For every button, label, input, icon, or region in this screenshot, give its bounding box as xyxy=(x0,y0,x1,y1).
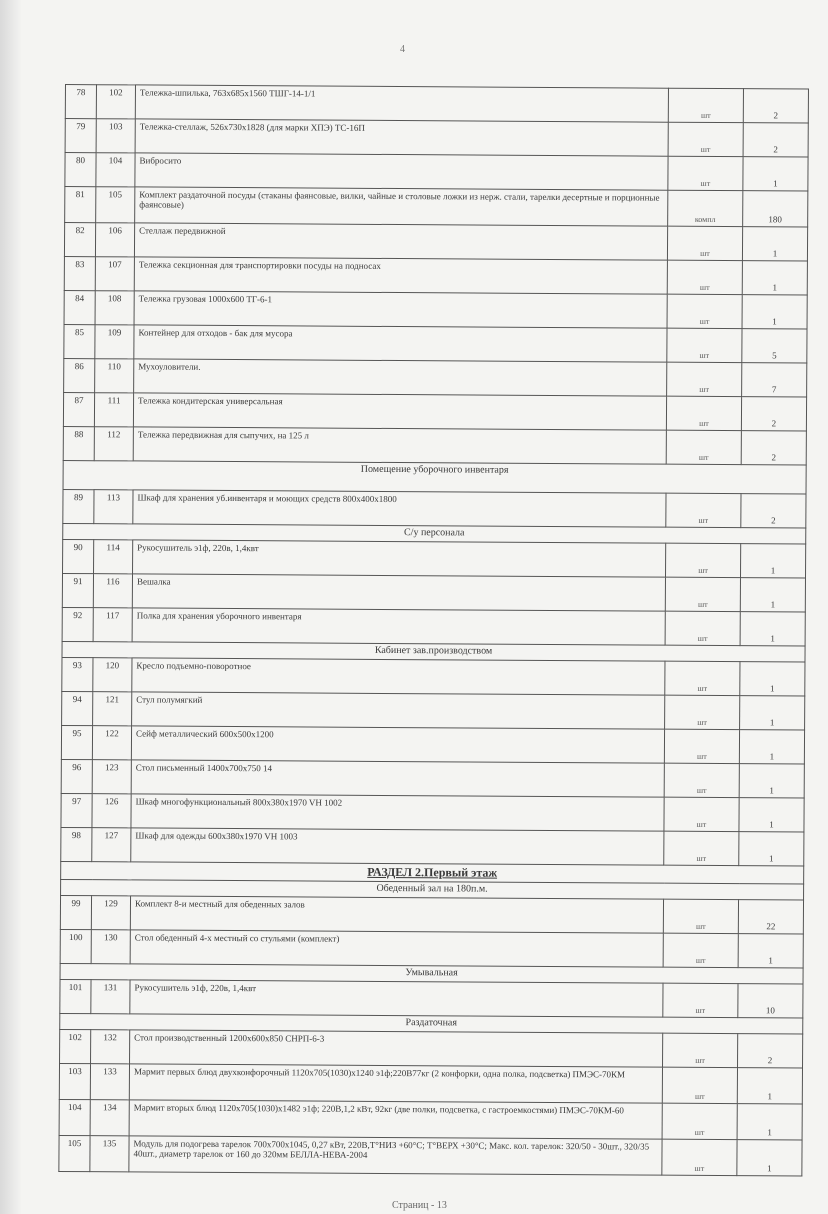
row-number: 100 xyxy=(60,929,91,963)
item-code: 122 xyxy=(92,726,131,760)
item-unit: шт xyxy=(665,543,740,577)
item-unit: шт xyxy=(664,763,739,797)
item-unit: шт xyxy=(666,493,741,527)
item-unit: шт xyxy=(668,88,743,122)
item-name: Сейф металлический 600x500x1200 xyxy=(131,726,664,763)
row-number: 92 xyxy=(62,607,93,641)
item-unit: шт xyxy=(665,695,740,729)
item-name: Шкаф для одежды 600x380x1970 VH 1003 xyxy=(131,828,664,865)
table-row xyxy=(59,1135,802,1176)
item-unit: шт xyxy=(662,1139,737,1175)
table-row xyxy=(61,827,804,866)
table-row xyxy=(63,539,806,578)
item-name: Кресло подъемно-поворотное xyxy=(132,658,665,695)
row-number: 98 xyxy=(61,827,92,861)
item-quantity: 1 xyxy=(739,764,804,798)
item-code: 129 xyxy=(91,896,130,930)
section-heading-row xyxy=(63,460,806,494)
table-row xyxy=(65,153,808,192)
item-code: 130 xyxy=(91,930,130,964)
item-code: 108 xyxy=(95,291,134,325)
table-row xyxy=(65,85,808,124)
table-row xyxy=(64,358,807,397)
item-quantity: 2 xyxy=(741,431,806,465)
row-number: 91 xyxy=(62,573,93,607)
item-name: Мухоуловители. xyxy=(134,359,667,396)
item-unit: шт xyxy=(662,1103,737,1139)
item-code: 133 xyxy=(90,1064,129,1100)
section-title: Раздаточная xyxy=(60,1013,803,1034)
item-quantity: 2 xyxy=(741,494,806,528)
row-number: 97 xyxy=(61,793,92,827)
row-number: 104 xyxy=(59,1099,90,1135)
page-header-number: 4 xyxy=(400,44,405,55)
item-name: Вешалка xyxy=(132,574,665,611)
table-row xyxy=(60,895,803,934)
item-name: Стол производственный 1200x600x850 СНРП-6-3 xyxy=(130,1030,663,1067)
item-unit: шт xyxy=(663,899,738,933)
table-row xyxy=(64,256,807,295)
row-number: 95 xyxy=(61,725,92,759)
item-unit: шт xyxy=(667,226,742,260)
section-title: Обеденный зал на 180п.м. xyxy=(61,879,804,900)
table-row xyxy=(62,607,805,646)
item-quantity: 1 xyxy=(737,1104,802,1140)
item-name: Стол письменный 1400x700x750 14 xyxy=(131,760,664,797)
item-quantity: 1 xyxy=(742,295,807,329)
item-code: 109 xyxy=(95,325,134,359)
item-code: 102 xyxy=(96,85,135,119)
item-quantity: 10 xyxy=(738,984,803,1018)
item-code: 117 xyxy=(93,608,132,642)
item-quantity: 1 xyxy=(740,662,805,696)
item-quantity: 1 xyxy=(740,612,805,646)
row-number: 83 xyxy=(64,256,95,290)
item-code: 123 xyxy=(92,760,131,794)
item-name: Мармит первых блюд двухконфорочный 1120x705(1030)x1240 э1ф;220В77кг (2 конфорки, одна полка, подсветка) ПМЭС-70КМ xyxy=(129,1064,662,1103)
row-number: 88 xyxy=(63,426,94,460)
row-number: 82 xyxy=(64,223,95,257)
item-name: Стол обеденный 4-х местный со стульями (комплект) xyxy=(130,930,663,967)
item-code: 103 xyxy=(96,119,135,153)
item-code: 131 xyxy=(91,980,130,1014)
item-name: Стеллаж передвижной xyxy=(134,223,667,260)
table-row xyxy=(65,119,808,158)
item-quantity: 1 xyxy=(740,544,805,578)
table-row xyxy=(62,691,805,730)
row-number: 81 xyxy=(65,187,96,223)
table-row xyxy=(60,929,803,968)
page-footer: Страниц - 13 xyxy=(392,1200,447,1211)
item-code: 111 xyxy=(94,393,133,427)
row-number: 90 xyxy=(63,539,94,573)
row-number: 85 xyxy=(64,324,95,358)
item-name: Тележка кондитерская универсальная xyxy=(133,393,666,430)
scan-edge-shadow xyxy=(0,0,22,1214)
item-quantity: 1 xyxy=(739,730,804,764)
row-number: 94 xyxy=(62,691,93,725)
item-name: Стул полумягкий xyxy=(132,692,665,729)
item-quantity: 22 xyxy=(738,900,803,934)
item-quantity: 1 xyxy=(737,1068,802,1104)
item-quantity: 1 xyxy=(739,832,804,866)
item-unit: шт xyxy=(663,933,738,967)
section-title: Помещение уборочного инвентаря xyxy=(63,460,806,494)
item-code: 120 xyxy=(93,658,132,692)
item-code: 126 xyxy=(92,794,131,828)
item-unit: шт xyxy=(663,1033,738,1067)
row-number: 102 xyxy=(60,1029,91,1063)
item-unit: шт xyxy=(662,1067,737,1103)
table-row xyxy=(64,324,807,363)
item-name: Вибросито xyxy=(135,153,668,190)
item-quantity: 1 xyxy=(738,934,803,968)
item-unit: шт xyxy=(666,430,741,464)
item-name: Тележка секционная для транспортировки посуды на подносах xyxy=(134,257,667,294)
row-number: 96 xyxy=(61,759,92,793)
row-number: 87 xyxy=(63,392,94,426)
item-name: Тележка-стеллаж, 526x730x1828 (для марки ХПЭ) ТС-16П xyxy=(135,119,668,156)
section-title: Кабинет зав.производством xyxy=(62,641,805,662)
item-unit: шт xyxy=(667,362,742,396)
item-quantity: 2 xyxy=(738,1034,803,1068)
item-unit: шт xyxy=(668,122,743,156)
item-quantity: 2 xyxy=(743,123,808,157)
item-unit: шт xyxy=(663,983,738,1017)
item-unit: шт xyxy=(666,396,741,430)
row-number: 99 xyxy=(60,895,91,929)
item-name: Рукосушитель э1ф, 220в, 1,4квт xyxy=(133,540,666,577)
row-number: 93 xyxy=(62,657,93,691)
item-quantity: 1 xyxy=(740,578,805,612)
table-row xyxy=(62,657,805,696)
item-unit: шт xyxy=(667,260,742,294)
item-name: Комплект 8-и местный для обеденных залов xyxy=(130,896,663,933)
row-number: 80 xyxy=(65,153,96,187)
table-row xyxy=(62,573,805,612)
item-name: Мармит вторых блюд 1120x705(1030)x1482 э1ф; 220В,1,2 кВт, 92кг (две полки, подсветка, с гастроемкостями) ПМЭС-70КМ-60 xyxy=(129,1100,662,1139)
item-code: 127 xyxy=(92,828,131,862)
item-code: 135 xyxy=(90,1136,129,1172)
item-unit: компл xyxy=(668,190,743,226)
item-name: Контейнер для отходов - бак для мусора xyxy=(134,325,667,362)
table-row xyxy=(65,187,808,228)
item-quantity: 1 xyxy=(742,261,807,295)
item-code: 110 xyxy=(95,359,134,393)
item-code: 113 xyxy=(94,490,133,524)
item-quantity: 180 xyxy=(743,191,808,227)
item-quantity: 1 xyxy=(737,1140,802,1176)
section-title: Умывальная xyxy=(60,963,803,984)
item-code: 114 xyxy=(94,540,133,574)
item-name: Модуль для подогрева тарелок 700x700x1045, 0,27 кВт, 220В,Т°НИЗ +60°С; Т°ВЕРХ +30°С; Макс. кол. тарелок: 320/50 - 30шт., 320/35 40шт., диаметр тарелок от 160 до 320мм БЕЛЛА-НЕВА-2004 xyxy=(129,1136,662,1175)
item-name: Комплект раздаточной посуды (стаканы фаянсовые, вилки, чайные и столовые ложки из нерж. стали, тарелки десертные и порционные фаянсовые) xyxy=(135,187,668,226)
item-unit: шт xyxy=(665,661,740,695)
item-unit: шт xyxy=(668,156,743,190)
item-quantity: 1 xyxy=(743,157,808,191)
table-row xyxy=(60,1029,803,1068)
table-row xyxy=(64,223,807,262)
item-quantity: 1 xyxy=(742,227,807,261)
table-row xyxy=(61,759,804,798)
equipment-table-body xyxy=(59,85,809,1177)
table-row xyxy=(64,290,807,329)
table-row xyxy=(63,489,806,528)
row-number: 86 xyxy=(64,358,95,392)
row-number: 89 xyxy=(63,489,94,523)
item-unit: шт xyxy=(664,797,739,831)
item-code: 107 xyxy=(95,257,134,291)
item-quantity: 7 xyxy=(742,363,807,397)
section-title: С/у персонала xyxy=(63,523,806,544)
item-code: 106 xyxy=(95,223,134,257)
item-code: 134 xyxy=(90,1100,129,1136)
item-code: 132 xyxy=(91,1030,130,1064)
row-number: 101 xyxy=(60,979,91,1013)
item-quantity: 1 xyxy=(739,798,804,832)
part-title: РАЗДЕЛ 2.Первый этаж xyxy=(61,861,804,884)
table-row xyxy=(63,392,806,431)
row-number: 78 xyxy=(65,85,96,119)
item-name: Тележка грузовая 1000x600 ТГ-6-1 xyxy=(134,291,667,328)
item-unit: шт xyxy=(664,831,739,865)
item-code: 121 xyxy=(93,692,132,726)
equipment-table xyxy=(58,84,809,1177)
row-number: 79 xyxy=(65,119,96,153)
table-row xyxy=(59,1063,802,1104)
item-quantity: 2 xyxy=(741,397,806,431)
item-unit: шт xyxy=(664,729,739,763)
row-number: 105 xyxy=(59,1135,90,1171)
row-number: 84 xyxy=(64,290,95,324)
item-name: Полка для хранения уборочного инвентаря xyxy=(132,608,665,645)
item-quantity: 5 xyxy=(742,329,807,363)
item-name: Шкаф для хранения уб.инвентаря и моющих средств 800x400x1800 xyxy=(133,490,666,527)
item-name: Тележка передвижная для сыпучих, на 125 л xyxy=(133,427,666,464)
item-name: Рукосушитель э1ф, 220в, 1,4квт xyxy=(130,980,663,1017)
item-code: 112 xyxy=(94,427,133,461)
table-row xyxy=(61,793,804,832)
table-row xyxy=(60,979,803,1018)
item-name: Тележка-шпилька, 763x685x1560 ТШГ-14-1/1 xyxy=(135,85,668,122)
item-quantity: 1 xyxy=(740,696,805,730)
row-number: 103 xyxy=(59,1063,90,1099)
item-code: 116 xyxy=(93,574,132,608)
item-unit: шт xyxy=(667,328,742,362)
table-row xyxy=(63,426,806,465)
item-name: Шкаф многофункциональный 800x380x1970 VH 1002 xyxy=(131,794,664,831)
item-unit: шт xyxy=(665,611,740,645)
item-unit: шт xyxy=(665,577,740,611)
item-code: 105 xyxy=(96,187,135,223)
item-unit: шт xyxy=(667,294,742,328)
item-code: 104 xyxy=(96,153,135,187)
table-row xyxy=(59,1099,802,1140)
table-row xyxy=(61,725,804,764)
item-quantity: 2 xyxy=(743,89,808,123)
